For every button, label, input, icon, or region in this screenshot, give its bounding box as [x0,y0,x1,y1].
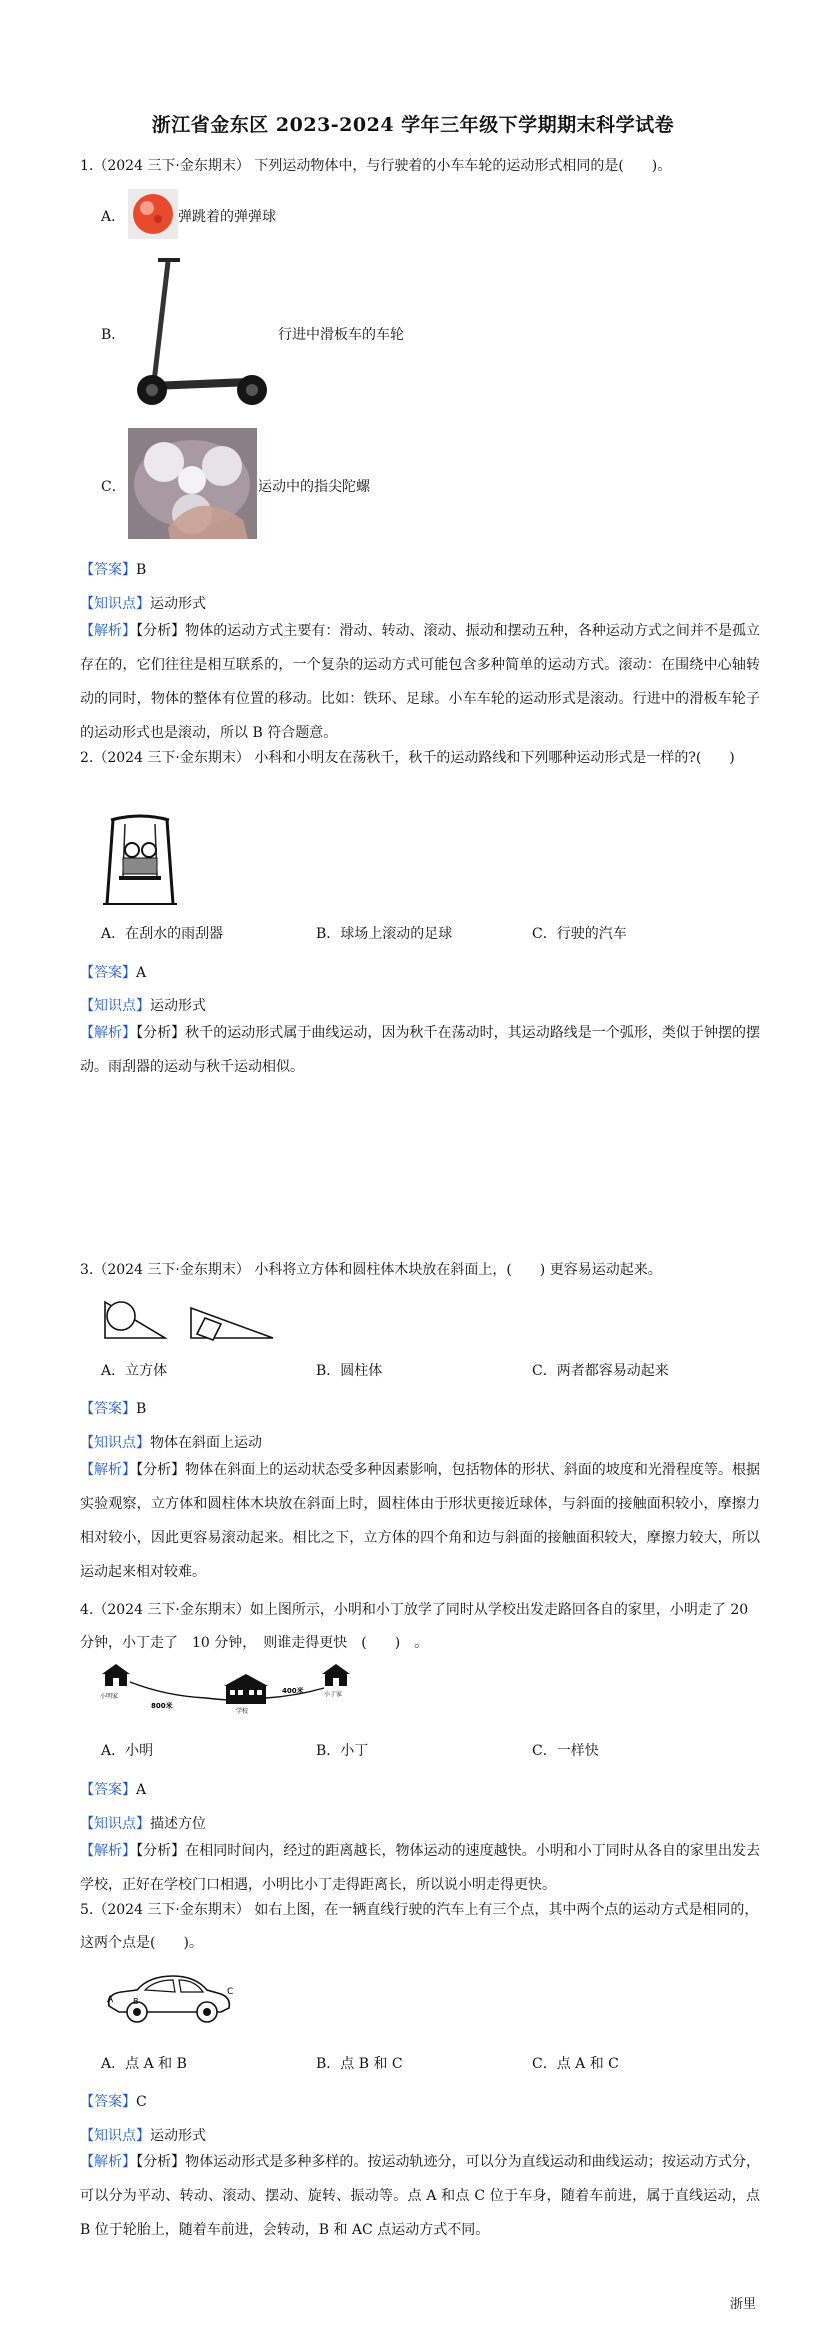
car-diagram [103,1968,238,2026]
q5-option-a: A．点 A 和 B [101,2056,187,2072]
q2-option-c: C．行驶的汽车 [532,926,627,942]
q4-option-b: B．小丁 [316,1743,369,1759]
q2-option-b: B．球场上滚动的足球 [316,926,453,942]
analysis-tag: 【解析】 [80,623,137,639]
q5-knowledge: 【知识点】运动形式 [80,2128,206,2144]
question-4-stem: 4.（2024 三下·金东期末）如上图所示，小明和小丁放学了同时从学校出发走路回各自的家里，小明走了 20 分钟，小丁走了 10 分钟， 则谁走得更快 ( ) 。 [80,1602,749,1651]
q3-answer: 【答案】B [80,1401,147,1417]
q5-option-c: C．点 A 和 C [532,2056,619,2072]
q4-answer: 【答案】A [80,1782,147,1798]
q3-analysis: 【解析】【分析】物体在斜面上的运动状态受多种因素影响，包括物体的形状、斜面的坡度和光滑程度等。根据实验观察，立方体和圆柱体木块放在斜面上时，圆柱体由于形状更接近球体，与斜面的接触面积较小，摩擦力相对较小，因此更容易滚动起来。相比之下，立方体的四个角和边与斜面的接触面积较大，摩擦力较大，所以运动起来相对较难。 [80,1462,761,1580]
q2-answer-value: A [136,965,147,981]
bouncing-ball-image [128,189,178,239]
q5-option-b: B．点 B 和 C [316,2056,403,2072]
slope-diagram [103,1300,278,1342]
route-map-diagram [96,1660,368,1716]
q5-analysis-text: 【分析】物体运动形式是多种多样的。按运动轨迹分，可以分为直线运动和曲线运动；按运动方式分，可以分为平动、转动、滚动、摆动、旋转、振动等。点 A 和点 C 位于车身，随着车前进，属于直线运动，点 B 位于轮胎上，随着车前进，会转动，B 和 AC 点运动方式不同。 [80,2154,761,2238]
q2-analysis: 【解析】【分析】秋千的运动形式属于曲线运动，因为秋千在荡动时，其运动路线是一个弧形，类似于钟摆的摆动。雨刮器的运动与秋千运动相似。 [80,1025,761,1075]
q2-answer: 【答案】A [80,965,147,981]
q3-knowledge: 【知识点】物体在斜面上运动 [80,1435,262,1451]
q3-option-b: B．圆柱体 [316,1363,383,1379]
q5-analysis: 【解析】【分析】物体运动形式是多种多样的。按运动轨迹分，可以分为直线运动和曲线运动；按运动方式分，可以分为平动、转动、滚动、摆动、旋转、振动等。点 A 和点 C 位于车身，随着车前进，属于直线运动，点 B 位于轮胎上，随着车前进，会转动，B 和 AC 点运动方式不同。 [80,2154,761,2238]
q1-analysis-text: 【分析】物体的运动方式主要有：滑动、转动、滚动、振动和摆动五种，各种运动方式之间并不是孤立存在的，它们往往是相互联系的，一个复杂的运动方式可能包含多种简单的运动方式。滚动：在围绕中心轴转动的同时，物体的整体有位置的移动。比如：铁环、足球。小车车轮的运动形式是滚动。行进中的滑板车轮子的运动形式也是滚动，所以 B 符合题意。 [80,623,761,741]
q1-option-b-letter: B． [101,327,126,343]
q2-option-a: A．在刮水的雨刮器 [101,926,224,942]
q1-option-c-text: 运动中的指尖陀螺 [258,479,370,495]
q1-knowledge-value: 运动形式 [150,596,206,612]
q4-option-a: A．小明 [101,1743,154,1759]
point-a-label: A [107,1995,114,2005]
question-1-stem: 1.（2024 三下·金东期末） 下列运动物体中，与行驶着的小车车轮的运动形式相同的是( )。 [80,158,672,174]
page-title: 浙江省金东区 2023-2024 学年三年级下学期期末科学试卷 [151,114,675,136]
q4-knowledge-value: 描述方位 [150,1816,206,1832]
q5-knowledge-value: 运动形式 [150,2128,206,2144]
q1-option-a-letter: A． [101,209,126,225]
question-2-stem: 2.（2024 三下·金东期末） 小科和小明友在荡秋千，秋千的运动路线和下列哪种运动形式是一样的?( ) [80,750,735,766]
q1-option-c-letter: C． [101,479,126,495]
fidget-spinner-image [128,428,257,539]
question-5-stem: 5.（2024 三下·金东期末） 如右上图，在一辆直线行驶的汽车上有三个点，其中两个点的运动方式是相同的，这两个点是( )。 [80,1902,759,1951]
scooter-image [128,252,276,412]
q3-knowledge-value: 物体在斜面上运动 [150,1435,262,1451]
q4-analysis: 【解析】【分析】在相同时间内，经过的距离越长，物体运动的速度越快。小明和小丁同时从各自的家里出发去学校，正好在学校门口相遇，小明比小丁走得距离长，所以说小明走得更快。 [80,1843,761,1893]
q2-analysis-text: 【分析】秋千的运动形式属于曲线运动，因为秋千在荡动时，其运动路线是一个弧形，类似于钟摆的摆动。雨刮器的运动与秋千运动相似。 [80,1025,761,1075]
q3-analysis-text: 【分析】物体在斜面上的运动状态受多种因素影响，包括物体的形状、斜面的坡度和光滑程度等。根据实验观察，立方体和圆柱体木块放在斜面上时，圆柱体由于形状更接近球体，与斜面的接触面积较小，摩擦力相对较小，因此更容易滚动起来。相比之下，立方体的四个角和边与斜面的接触面积较大，摩擦力较大，所以运动起来相对较难。 [80,1462,761,1580]
q1-answer [80,554,760,587]
answer-tag: 【答案】 [80,562,136,578]
q1-answer-value: B [136,562,147,578]
q5-answer-value: C [136,2094,147,2110]
q2-knowledge-value: 运动形式 [150,998,206,1014]
page-footer: 浙里 [729,2297,756,2312]
xiaoding-home-label: 小丁家 [324,1691,343,1698]
xiaoming-distance-label: 800米 [151,1702,173,1710]
q2-knowledge: 【知识点】运动形式 [80,998,206,1014]
point-c-label: C [227,1987,234,1997]
swing-image [103,814,178,909]
point-b-label: B [133,1997,139,2006]
q4-option-c: C．一样快 [532,1743,599,1759]
q1-option-b-text: 行进中滑板车的车轮 [278,327,404,343]
q3-option-c: C．两者都容易动起来 [532,1363,669,1379]
q1-analysis [80,614,760,750]
xiaoding-distance-label: 400米 [282,1687,304,1695]
q4-answer-value: A [136,1782,147,1798]
q1-option-a-text: 弹跳着的弹弹球 [178,209,276,225]
q5-answer: 【答案】C [80,2094,147,2110]
question-3-stem: 3.（2024 三下·金东期末） 小科将立方体和圆柱体木块放在斜面上，( ) 更容易运动起来。 [80,1262,662,1278]
q4-analysis-text: 【分析】在相同时间内，经过的距离越长，物体运动的速度越快。小明和小丁同时从各自的家里出发去学校，正好在学校门口相遇，小明比小丁走得距离长，所以说小明走得更快。 [80,1843,761,1893]
q3-answer-value: B [136,1401,147,1417]
q3-option-a: A．立方体 [101,1363,168,1379]
school-label: 学校 [236,1708,249,1715]
xiaoming-home-label: 小明家 [100,1693,119,1700]
q4-knowledge: 【知识点】描述方位 [80,1816,206,1832]
knowledge-tag: 【知识点】 [80,596,150,612]
